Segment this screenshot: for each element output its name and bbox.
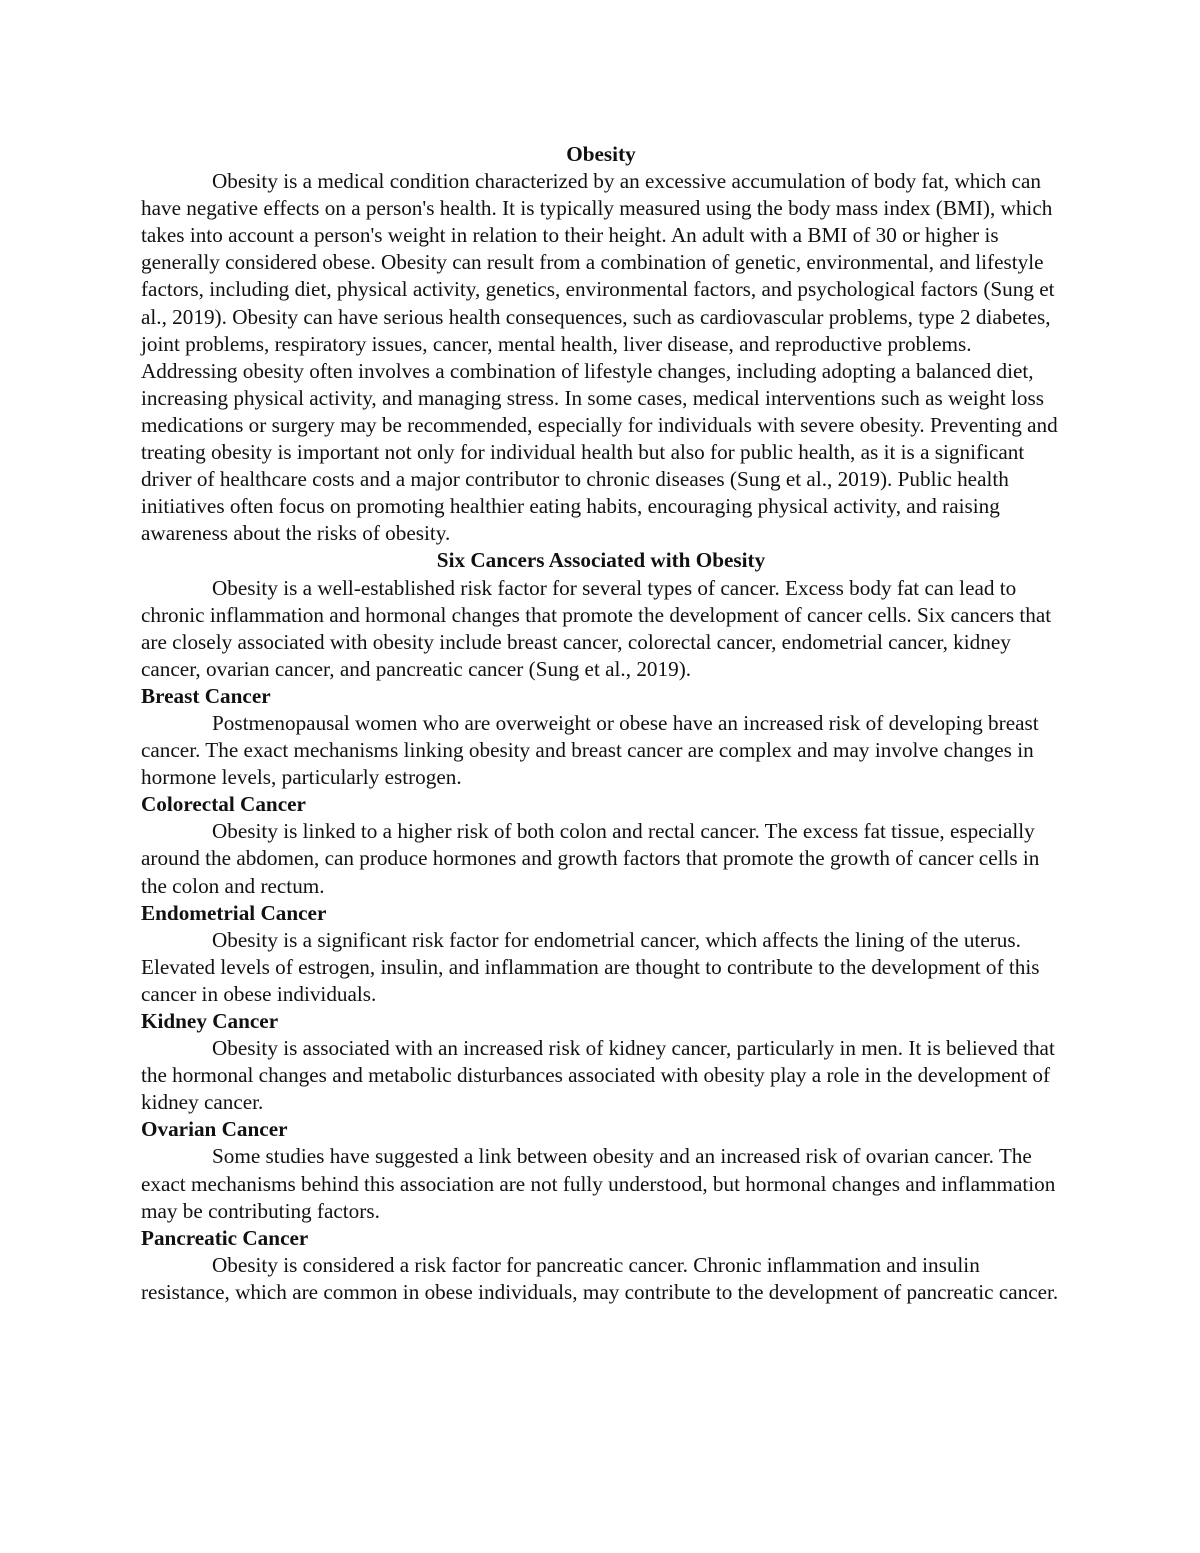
breast-cancer-heading: Breast Cancer bbox=[141, 683, 271, 708]
section-heading: Six Cancers Associated with Obesity bbox=[436, 548, 766, 573]
colorectal-cancer-paragraph: Obesity is linked to a higher risk of both colon and rectal cancer. The excess fat tissue, especially around the abdomen, can produce hormones and growth factors that promote the growth of cancer cells in the colon and rectum. bbox=[141, 819, 1040, 898]
breast-cancer-paragraph: Postmenopausal women who are overweight or obese have an increased risk of developing breast cancer. The exact mechanisms linking obesity and breast cancer are complex and may involve changes in hormone levels, particularly estrogen. bbox=[141, 710, 1039, 790]
pancreatic-cancer-paragraph: Obesity is considered a risk factor for pancreatic cancer. Chronic inflammation and insulin resistance, which are common in obese individuals, may contribute to the development of pancreatic cancer. bbox=[141, 1252, 1059, 1304]
ovarian-cancer-heading: Ovarian Cancer bbox=[141, 1117, 288, 1142]
pancreatic-cancer-heading: Pancreatic Cancer bbox=[141, 1225, 309, 1250]
section-intro-paragraph: Obesity is a well-established risk factor for several types of cancer. Excess body fat can lead to chronic inflammation and hormonal changes that promote the development of cancer cells. Six cancers that are closely associated with obesity include breast cancer, colorectal cancer, endometrial cancer, kidney cancer, ovarian cancer, and pancreatic cancer (Sung et al., 2019). bbox=[141, 575, 1052, 681]
kidney-cancer-paragraph: Obesity is associated with an increased risk of kidney cancer, particularly in men. It is believed that the hormonal changes and metabolic disturbances associated with obesity play a role in the development of kidney cancer. bbox=[141, 1036, 1055, 1115]
document-title: Obesity bbox=[566, 142, 636, 166]
endometrial-cancer-heading: Endometrial Cancer bbox=[141, 900, 327, 925]
intro-paragraph: Obesity is a medical condition characterized by an excessive accumulation of body fat, which can have negative effects on a person's health. It is typically measured using the body mass index (BMI), which takes into account a person's weight in relation to their height. An adult with a BMI of 30 or higher is generally considered obese. Obesity can result from a combination of genetic, environmental, and lifestyle factors, including diet, physical activity, genetics, environmental factors, and psychological factors (Sung et al., 2019). Obesity can have serious health consequences, such as cardiovascular problems, type 2 diabetes, joint problems, respiratory issues, cancer, mental health, liver disease, and reproductive problems. Addressing obesity often involves a combination of lifestyle changes, including adopting a balanced diet, increasing physical activity, and managing stress. In some cases, medical interventions such as weight loss medications or surgery may be recommended, especially for individuals with severe obesity. Preventing and treating obesity is important not only for individual health but also for public health, as it is a significant driver of healthcare costs and a major contributor to chronic diseases (Sung et al., 2019). Public health initiatives often focus on promoting healthier eating habits, encouraging physical activity, and raising awareness about the risks of obesity. bbox=[141, 169, 1058, 546]
kidney-cancer-heading: Kidney Cancer bbox=[141, 1009, 279, 1033]
endometrial-cancer-paragraph: Obesity is a significant risk factor for endometrial cancer, which affects the lining of the uterus. Elevated levels of estrogen, insulin, and inflammation are thought to contribute to the development of this cancer in obese individuals. bbox=[141, 927, 1040, 1006]
colorectal-cancer-heading: Colorectal Cancer bbox=[141, 792, 306, 817]
ovarian-cancer-paragraph: Some studies have suggested a link between obesity and an increased risk of ovarian cancer. The exact mechanisms behind this association are not fully understood, but hormonal changes and inflammation may be contributing factors. bbox=[141, 1144, 1056, 1223]
document-page bbox=[141, 141, 1061, 1306]
